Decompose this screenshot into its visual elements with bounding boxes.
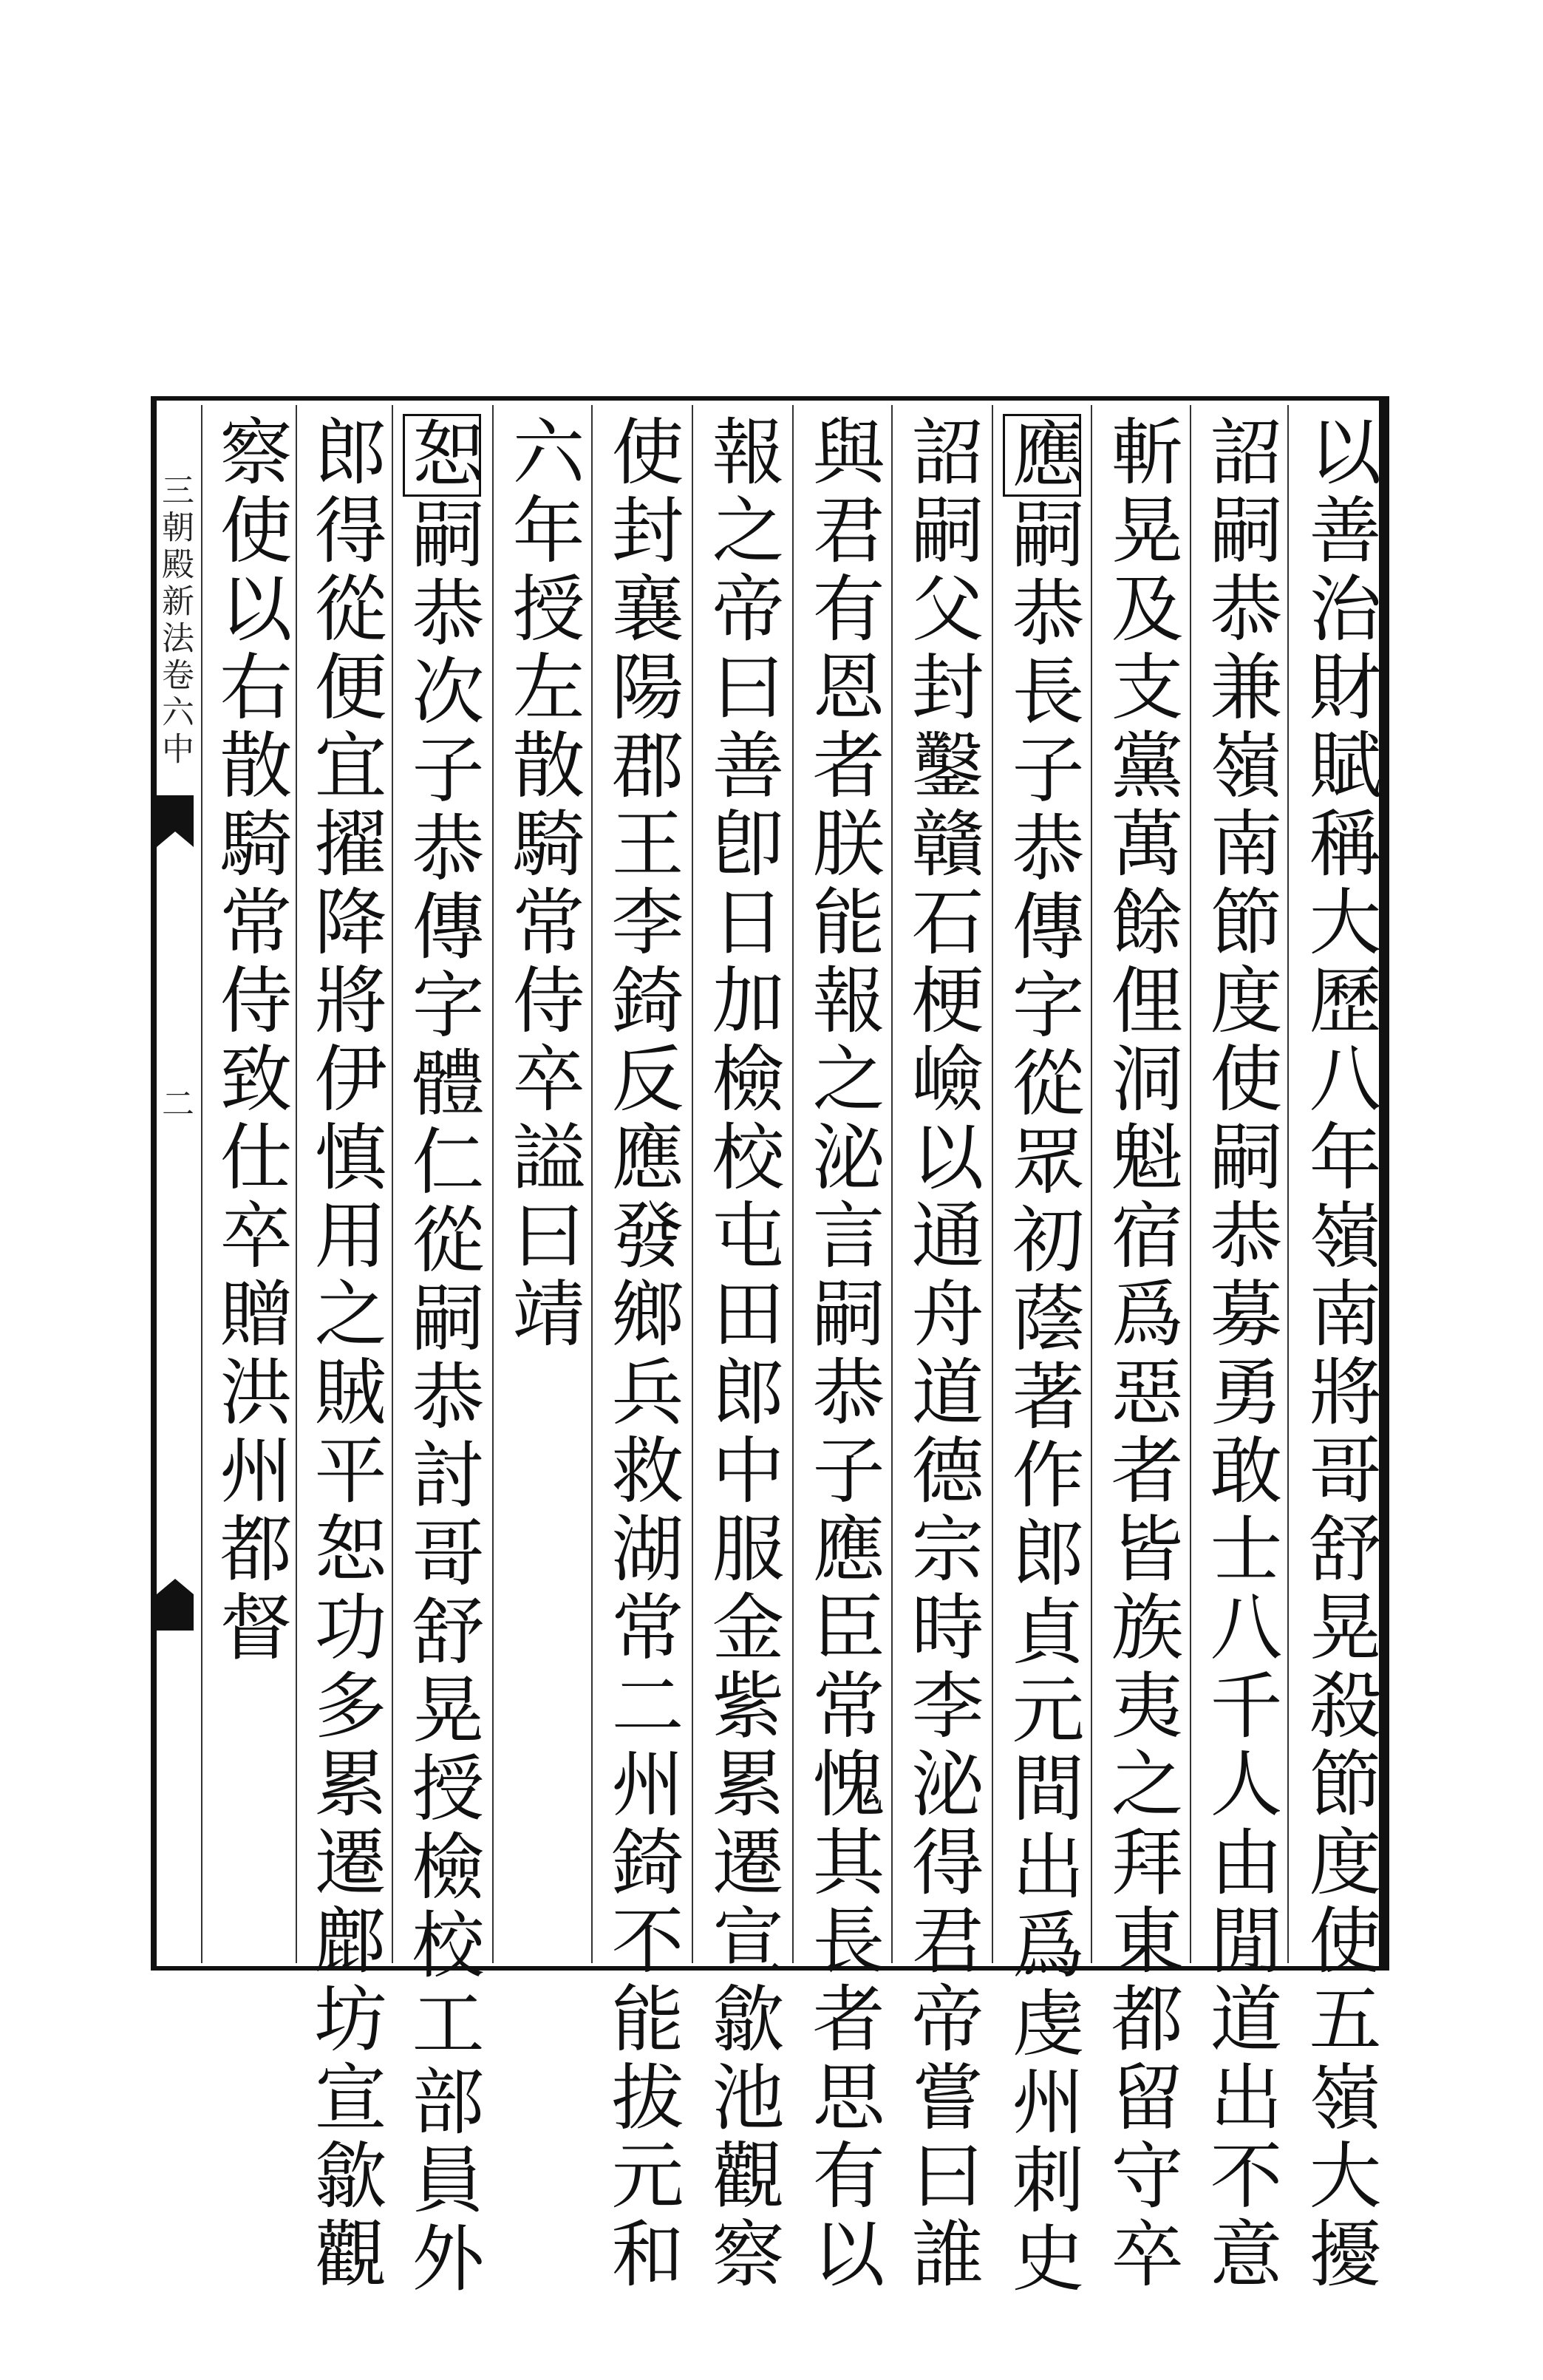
name-marker: 應 bbox=[1003, 414, 1081, 497]
column-text: 報之帝曰善卽日加檢校屯田郎中服金紫累遷宣歙池觀察 bbox=[700, 414, 784, 2294]
text-column-2 bbox=[1196, 414, 1284, 2294]
text-column-1 bbox=[1295, 414, 1383, 2294]
column-rule bbox=[792, 405, 794, 1963]
column-text: 以善治財賦稱大歷八年嶺南將哥舒晃殺節度使五嶺大擾 bbox=[1297, 414, 1381, 2294]
text-column-5 bbox=[897, 414, 986, 2294]
column-rule bbox=[296, 405, 297, 1963]
text-column-3 bbox=[1097, 414, 1185, 2294]
column-text: 詔嗣父封鑿贛石梗嶮以通舟道德宗時李泌得君帝嘗曰誰 bbox=[899, 414, 984, 2294]
column-rule bbox=[591, 405, 593, 1963]
fish-tail-bottom-icon bbox=[157, 1579, 194, 1631]
column-text: 斬晃及支黨萬餘俚洞魁宿爲惡者皆族夷之拜東都留守卒 bbox=[1099, 414, 1183, 2294]
text-column-9 bbox=[498, 414, 587, 1959]
column-rule bbox=[1287, 405, 1289, 1963]
column-rule bbox=[201, 405, 202, 1963]
text-column-10 bbox=[398, 414, 486, 2299]
column-text: 嗣恭長子恭傳字從眾初蔭著作郎貞元間出爲虔州刺史 bbox=[1000, 497, 1084, 2299]
column-rule bbox=[891, 405, 893, 1963]
text-column-8 bbox=[597, 414, 686, 2294]
column-text: 六年授左散騎常侍卒謚曰靖 bbox=[500, 414, 585, 1354]
column-text: 嗣恭次子恭傳字體仁從嗣恭討哥舒晃授檢校工部員外 bbox=[400, 497, 484, 2299]
text-column-11 bbox=[300, 414, 389, 2294]
name-marker: 恕 bbox=[403, 414, 481, 497]
column-text: 與君有恩者朕能報之泌言嗣恭子應臣常愧其長者思有以 bbox=[800, 414, 885, 2294]
text-column-4 bbox=[998, 414, 1086, 2299]
fish-tail-top-icon bbox=[157, 795, 194, 847]
margin-page-number: 二 bbox=[156, 1087, 194, 1119]
text-column-7 bbox=[698, 414, 786, 2294]
column-rule bbox=[1190, 405, 1191, 1963]
text-column-6 bbox=[798, 414, 887, 2294]
column-rule bbox=[992, 405, 993, 1963]
text-column-12 bbox=[205, 414, 294, 1959]
column-rule bbox=[692, 405, 693, 1963]
column-text: 郎得從便宜擢降將伊慎用之賊平恕功多累遷鄜坊宣歙觀 bbox=[302, 414, 386, 2294]
column-text: 使封襄陽郡王李錡反應發鄉兵救湖常二州錡不能拔元和 bbox=[599, 414, 684, 2294]
column-rule bbox=[492, 405, 494, 1963]
column-text: 詔嗣恭兼嶺南節度使嗣恭募勇敢士八千人由閒道出不意 bbox=[1198, 414, 1282, 2294]
margin-book-title: 三朝殿新法卷六中 bbox=[156, 473, 194, 769]
column-text: 察使以右散騎常侍致仕卒贈洪州都督 bbox=[208, 414, 292, 1667]
column-rule bbox=[392, 405, 393, 1963]
column-rule bbox=[1091, 405, 1092, 1963]
